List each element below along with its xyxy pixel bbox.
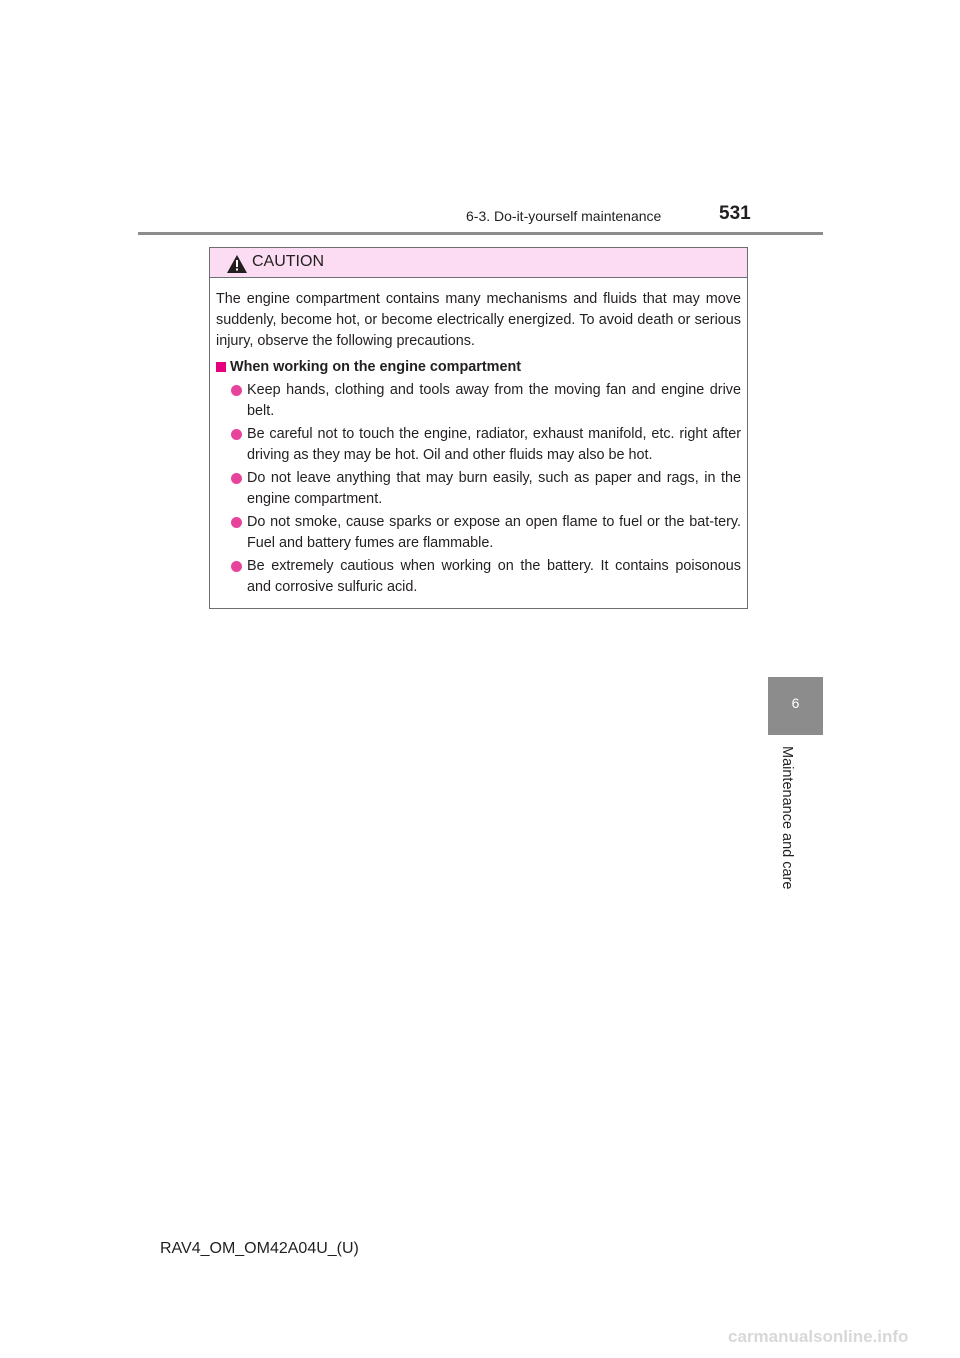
section-title: 6-3. Do-it-yourself maintenance (466, 208, 662, 224)
list-item: Keep hands, clothing and tools away from the moving fan and engine drive belt. (216, 380, 741, 422)
warning-triangle-icon (227, 255, 247, 273)
page-number: 531 (719, 203, 751, 224)
chapter-label: Maintenance and care (779, 746, 795, 890)
subheading-text: When working on the engine compartment (230, 359, 522, 375)
header-divider (138, 232, 823, 235)
watermark: carmanualsonline.info (728, 1327, 909, 1346)
caution-list (216, 380, 741, 598)
caution-box (209, 247, 748, 609)
caution-subheading (216, 357, 741, 378)
chapter-number: 6 (791, 695, 800, 711)
chapter-tab[interactable] (768, 677, 823, 735)
bullet-dot-icon (231, 473, 242, 484)
caution-body (210, 278, 747, 598)
bullet-dot-icon (231, 561, 242, 572)
list-item: Do not smoke, cause sparks or expose an open flame to fuel or the bat-tery. Fuel and battery fumes are flammable. (216, 512, 741, 554)
caution-label: CAUTION (252, 253, 324, 270)
document-code: RAV4_OM_OM42A04U_(U) (160, 1240, 359, 1257)
caution-header (210, 248, 747, 278)
bullet-dot-icon (231, 385, 242, 396)
list-item: Do not leave anything that may burn easily, such as paper and rags, in the engine compartment. (216, 468, 741, 510)
list-item: Be careful not to touch the engine, radiator, exhaust manifold, etc. right after driving as they may be hot. Oil and other fluids may also be hot. (216, 424, 741, 466)
bullet-dot-icon (231, 517, 242, 528)
square-bullet-icon (216, 362, 226, 372)
list-item: Be extremely cautious when working on the battery. It contains poisonous and corrosive sulfuric acid. (216, 556, 741, 598)
caution-intro: The engine compartment contains many mechanisms and fluids that may move suddenly, become hot, or become electrically energized. To avoid death or serious injury, observe the following precautions. (216, 291, 741, 349)
bullet-dot-icon (231, 429, 242, 440)
